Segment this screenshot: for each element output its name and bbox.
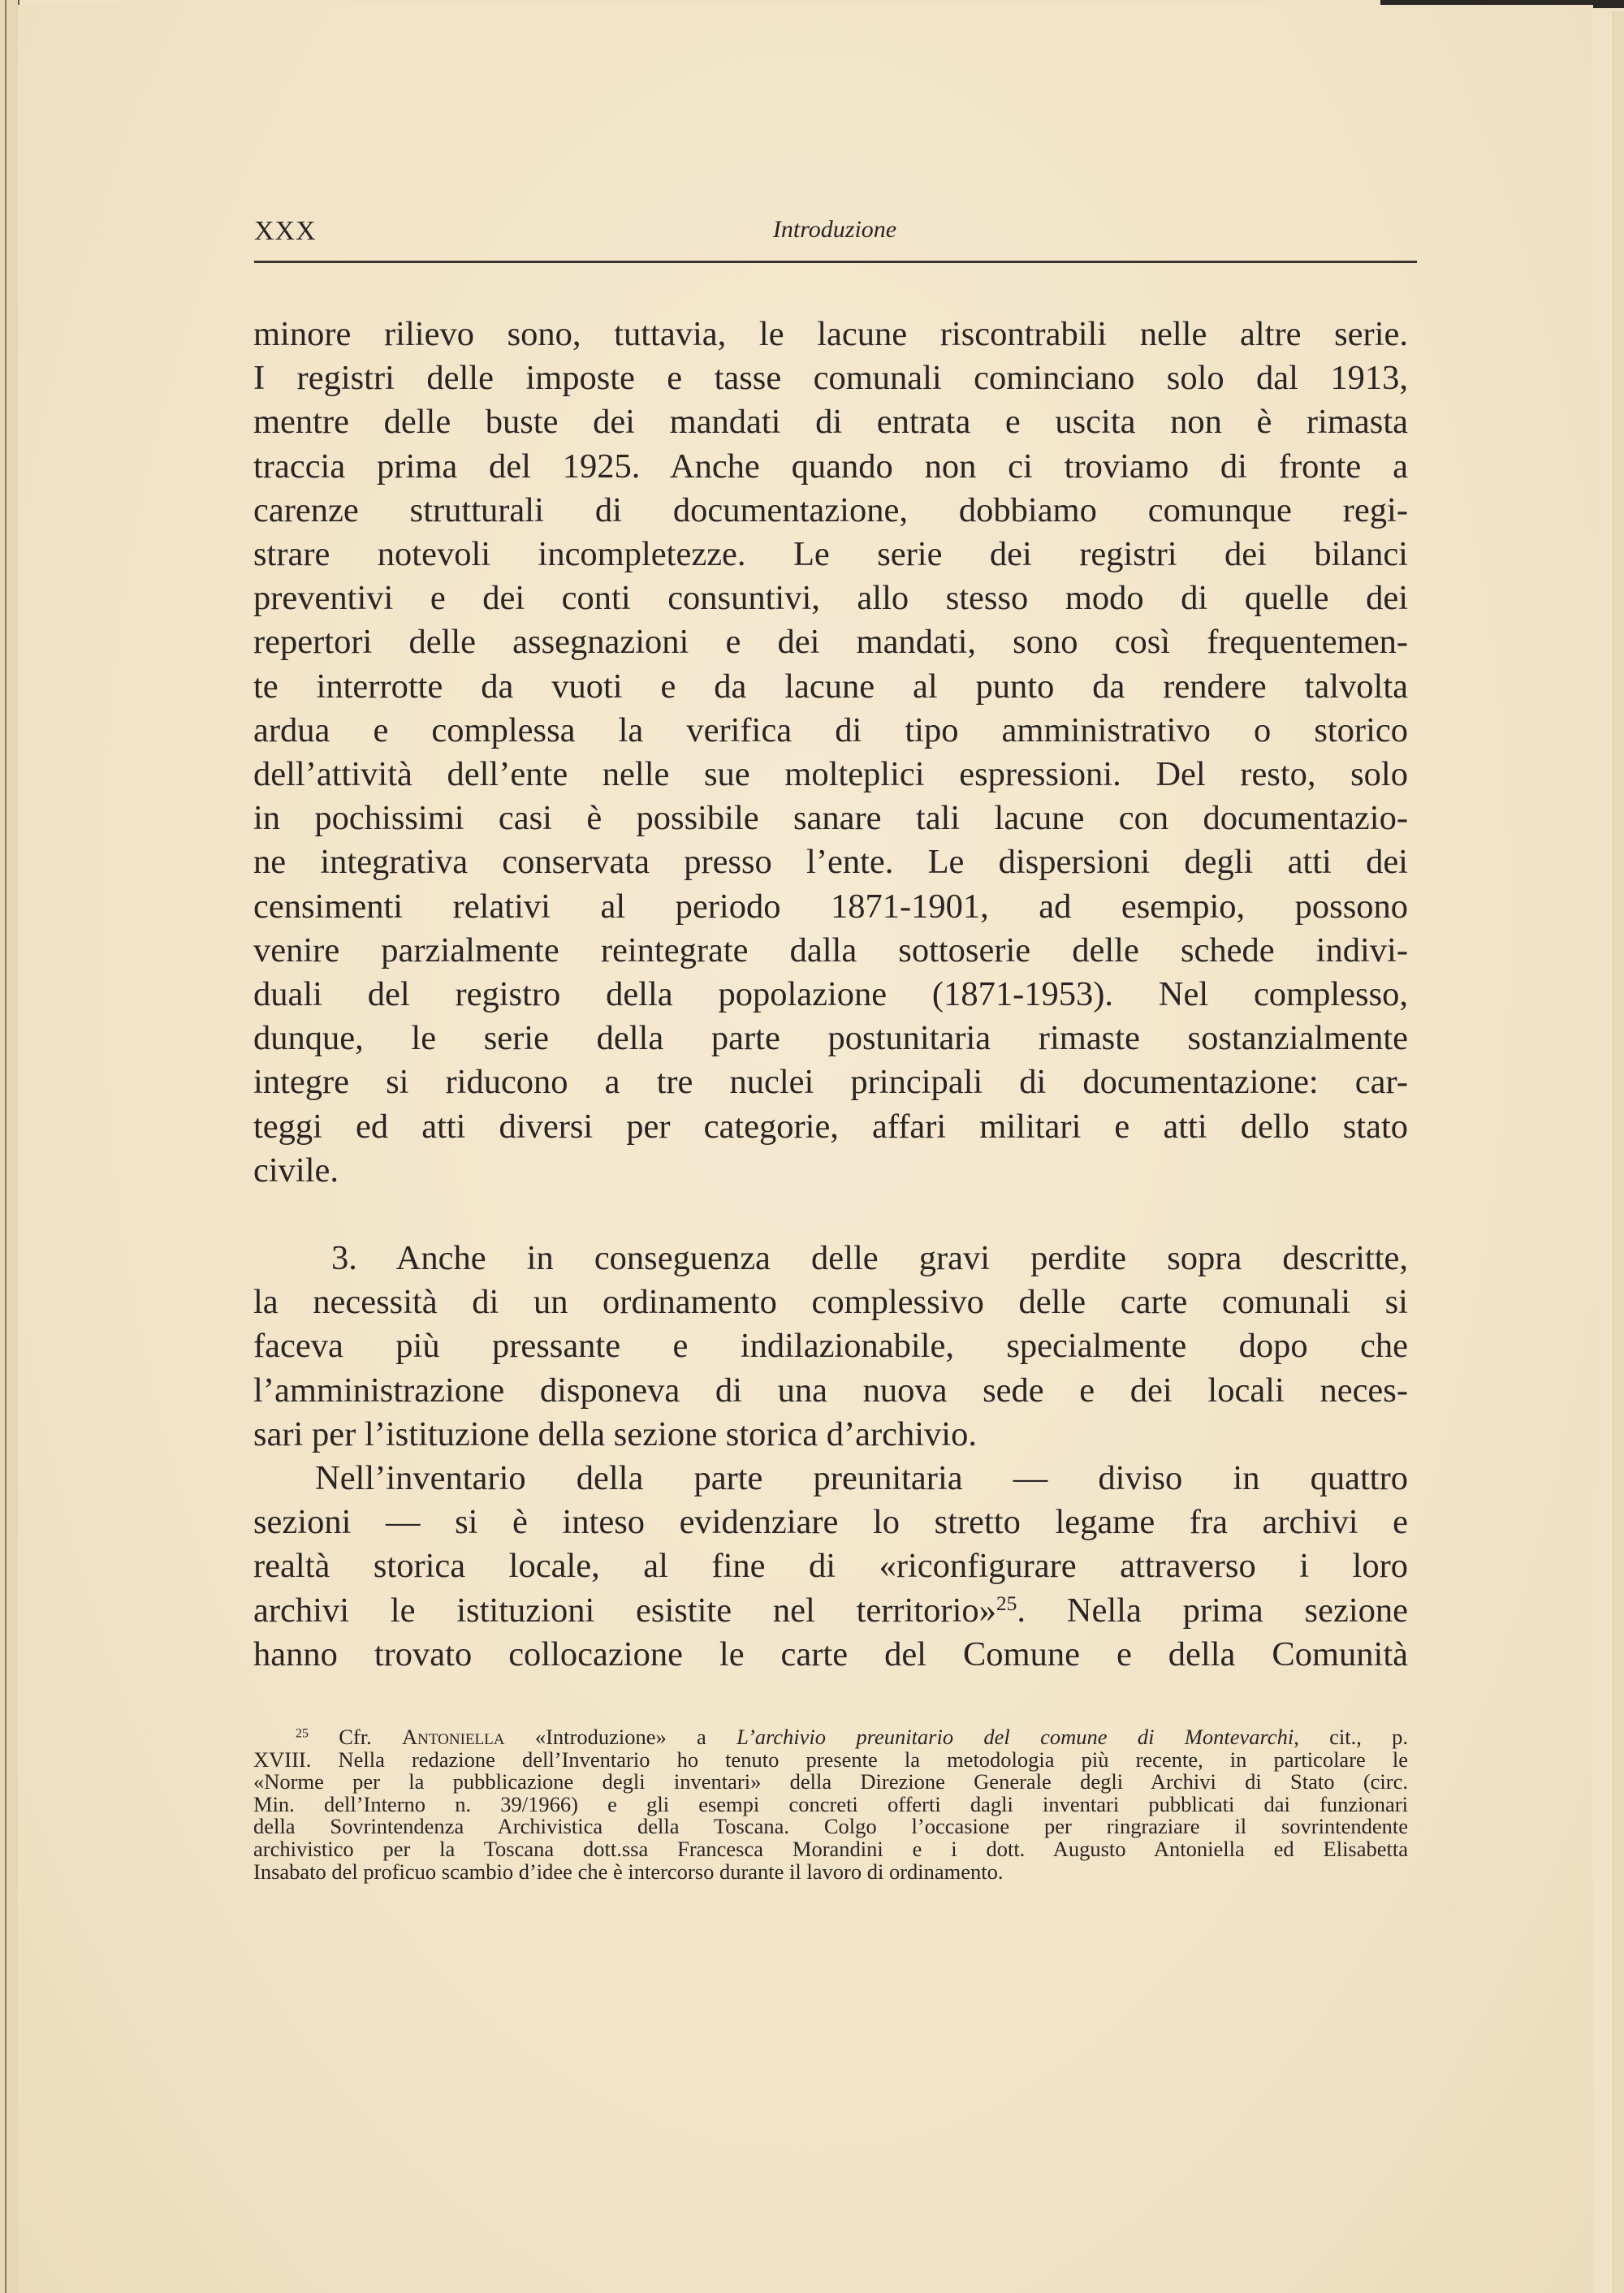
section-heading-line: 3. Anche in conseguenza delle gravi perdite sopra descritte, [331,1239,1408,1278]
footnote-number: 25 [296,1726,309,1741]
text-line: Nell’inventario della parte preunitaria — diviso in quattro [315,1459,1408,1498]
footnote-line: Min. dell’Interno n. 39/1966) e gli esempi concreti offerti dagli inventari pubblicati dai funzionari [253,1791,1408,1816]
text-line: la necessità di un ordinamento complessivo delle carte comunali si [253,1283,1408,1322]
text-line: te interrotte da vuoti e da lacune al punto da rendere talvolta [253,667,1408,706]
paragraph-3 [253,1457,1408,1677]
text-line: venire parzialmente reintegrate dalla sottoserie delle schede indivi- [253,931,1408,969]
footnote-cfr: Cfr. [339,1725,372,1749]
text-line: ne integrativa conservata presso l’ente. Le dispersioni degli atti dei [253,843,1408,882]
text-line: traccia prima del 1925. Anche quando non ci troviamo di fronte a [253,447,1408,486]
text-segment: . Nella prima sezione [1017,1591,1408,1630]
footnote-line: archivistico per la Toscana dott.ssa Francesca Morandini e i dott. Augusto Antoniella ed Elisabetta [253,1836,1408,1861]
footnote-line: della Sovrintendenza Archivistica della Toscana. Colgo l’occasione per ringraziare il sovrintendente [253,1814,1408,1839]
footnote-work-title: L’archivio preunitario del comune di Montevarchi [736,1725,1294,1749]
text-line: mentre delle buste dei mandati di entrata e uscita non è rimasta [253,403,1408,442]
footnote-25 [253,1726,1408,1883]
text-line: censimenti relativi al periodo 1871-1901, ad esempio, possono [253,887,1408,926]
running-header [254,216,1415,257]
footnote-reference[interactable]: 25 [996,1591,1017,1615]
footnote-line [253,1726,1408,1749]
footnote-line: XVIII. Nella redazione dell’Inventario ho tenuto presente la metodologia più recente, in particolare le [253,1747,1408,1772]
footnote-quoted-title: «Introduzione» [534,1725,667,1749]
footnote-author: Antoniella [402,1725,505,1749]
text-line: civile. [253,1151,339,1190]
text-line: teggi ed atti diversi per categorie, affari militari e atti dello stato [253,1107,1408,1146]
paragraph-2-section-3 [253,1237,1408,1457]
text-line: repertori delle assegnazioni e dei mandati, sono così frequentemen- [253,623,1408,662]
text-line: l’amministrazione disponeva di una nuova sede e dei locali neces- [253,1371,1408,1410]
header-rule [254,261,1417,263]
page-number: XXX [254,216,317,246]
text-line: ardua e complessa la verifica di tipo amministrativo o storico [253,710,1408,749]
text-line: sari per l’istituzione della sezione storica d’archivio. [253,1414,977,1453]
text-line: faceva più pressante e indilazionabile, specialmente dopo che [253,1327,1408,1366]
text-line: minore rilievo sono, tuttavia, le lacune riscontrabili nelle altre serie. [253,315,1408,353]
footnote-connector: a [697,1725,706,1749]
running-title: Introduzione [772,216,897,243]
footnote-line: «Norme per la pubblicazione degli inventari» della Direzione Generale degli Archivi di Stato (circ. [253,1769,1408,1794]
text-line: realtà storica locale, al fine di «riconfigurare attraverso i loro [253,1547,1408,1586]
text-line: duali del registro della popolazione (1871-1953). Nel complesso, [253,975,1408,1014]
text-line: strare notevoli incompletezze. Le serie dei registri dei bilanci [253,535,1408,574]
main-text [253,313,1408,1677]
text-line: dell’attività dell’ente nelle sue molteplici espressioni. Del resto, solo [253,755,1408,794]
section-spacer [253,1193,1408,1237]
text-line: preventivi e dei conti consuntivi, allo stesso modo di quelle dei [253,579,1408,618]
paragraph-1 [253,313,1408,1193]
footnote-line: Insabato del proficuo scambio d’idee che è intercorso durante il lavoro di ordinamento. [253,1859,1004,1884]
text-line: dunque, le serie della parte postunitaria rimaste sostanzialmente [253,1019,1408,1058]
text-line: in pochissimi casi è possibile sanare tali lacune con documentazio- [253,799,1408,838]
footnote-citation: , cit., p. [1294,1725,1409,1749]
text-line: hanno trovato collocazione le carte del Comune e della Comunità [253,1634,1408,1673]
text-line: integre si riducono a tre nuclei principali di documentazione: car- [253,1063,1408,1102]
book-binding-edge [0,0,19,2293]
text-line [253,1589,1408,1633]
text-segment: archivi le istituzioni esistite nel territorio» [253,1591,996,1630]
text-line: sezioni — si è inteso evidenziare lo stretto legame fra archivi e [253,1503,1408,1542]
text-line: carenze strutturali di documentazione, dobbiamo comunque regi- [253,490,1408,529]
text-line: I registri delle imposte e tasse comunali cominciano solo dal 1913, [253,359,1408,398]
page-fore-edge [1613,11,1624,2293]
